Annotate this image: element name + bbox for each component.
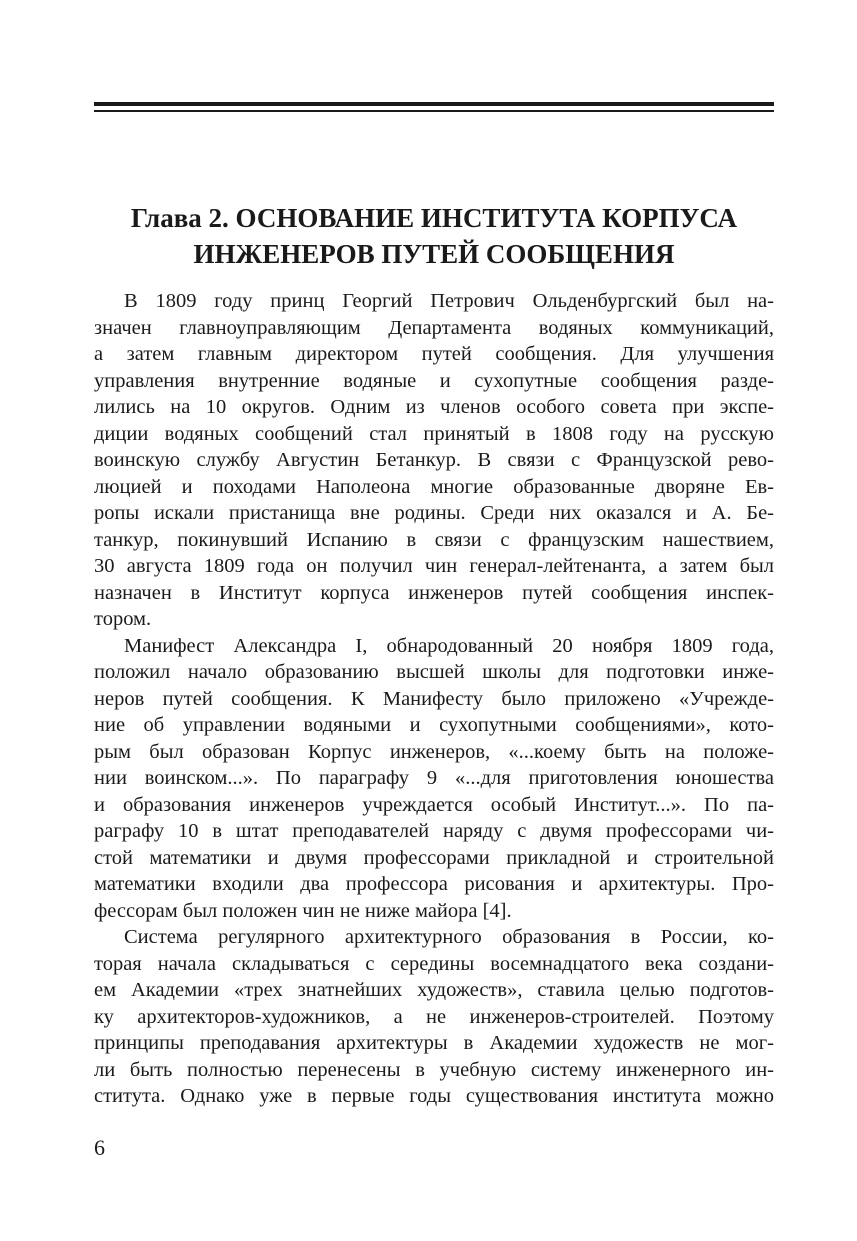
text-line: раграфу 10 в штат преподавателей наряду с двумя профессорами чи-: [94, 820, 774, 842]
text-line: диции водяных сообщений стал принятый в 1808 году на русскую: [94, 422, 774, 445]
paragraph: [94, 633, 774, 925]
text-line: торая начала складываться с середины восемнадцатого века создани-: [94, 952, 774, 975]
text-line: ропы искали пристанища вне родины. Среди них оказался и А. Бе-: [94, 502, 774, 524]
text-line: люцией и походами Наполеона многие образованные дворяне Ев-: [94, 475, 774, 498]
header-rule-thick: [94, 102, 774, 106]
chapter-title: [94, 200, 774, 272]
text-line: значен главноуправляющим Департамента водяных коммуникаций,: [94, 316, 774, 339]
header-rule-thin: [94, 110, 774, 112]
text-line: ститута. Однако уже в первые годы существования института можно: [94, 1085, 774, 1107]
text-line: а затем главным директором путей сообщения. Для улучшения: [94, 343, 774, 365]
text-line: управления внутренние водяные и сухопутные сообщения разде-: [94, 369, 774, 392]
text-line: рым был образован Корпус инженеров, «...коему быть на положе-: [94, 740, 774, 763]
text-line: ние об управлении водяными и сухопутными сообщениями», кото-: [94, 714, 774, 736]
text-line: неров путей сообщения. К Манифесту было приложено «Учрежде-: [94, 687, 774, 710]
text-line: 30 августа 1809 года он получил чин генерал-лейтенанта, а затем был: [94, 555, 774, 577]
chapter-title-line-1: Глава 2. ОСНОВАНИЕ ИНСТИТУТА КОРПУСА: [130, 203, 738, 233]
paragraph: [94, 924, 774, 1110]
text-line: Манифест Александра I, обнародованный 20 ноября 1809 года,: [124, 634, 774, 657]
chapter-title-line-2: ИНЖЕНЕРОВ ПУТЕЙ СООБЩЕНИЯ: [193, 239, 675, 269]
text-line: ку архитекторов-художников, а не инженеров-строителей. Поэтому: [94, 1005, 774, 1028]
text-line: и образования инженеров учреждается особый Институт...». По па-: [94, 793, 774, 816]
text-line: математики входили два профессора рисования и архитектуры. Про-: [94, 873, 774, 895]
text-line: танкур, покинувший Испанию в связи с французским нашествием,: [94, 528, 774, 551]
text-line: положил начало образованию высшей школы для подготовки инже-: [94, 661, 774, 683]
text-line: тором.: [94, 608, 152, 630]
text-line: нии воинском...». По параграфу 9 «...для приготовления юношества: [94, 767, 774, 789]
text-line: В 1809 году принц Георгий Петрович Ольденбургский был на-: [124, 290, 774, 312]
text-line: ли быть полностью перенесены в учебную систему инженерного ин-: [94, 1058, 774, 1081]
text-line: назначен в Институт корпуса инженеров путей сообщения инспек-: [94, 581, 774, 604]
text-line: стой математики и двумя профессорами прикладной и строительной: [94, 846, 774, 869]
text-line: принципы преподавания архитектуры в Академии художеств не мог-: [94, 1032, 774, 1054]
text-line: воинскую службу Августин Бетанкур. В связи с Французской рево-: [94, 449, 774, 471]
text-line: фессорам был положен чин не ниже майора [4].: [94, 899, 512, 922]
text-line: Система регулярного архитектурного образования в России, ко-: [124, 926, 774, 948]
text-line: ем Академии «трех знатнейших художеств», ставила целью подготов-: [94, 979, 774, 1001]
body-text: [94, 288, 774, 1110]
page-number: 6: [94, 1135, 105, 1160]
text-line: лились на 10 округов. Одним из членов особого совета при экспе-: [94, 396, 774, 418]
paragraph: [94, 288, 774, 633]
